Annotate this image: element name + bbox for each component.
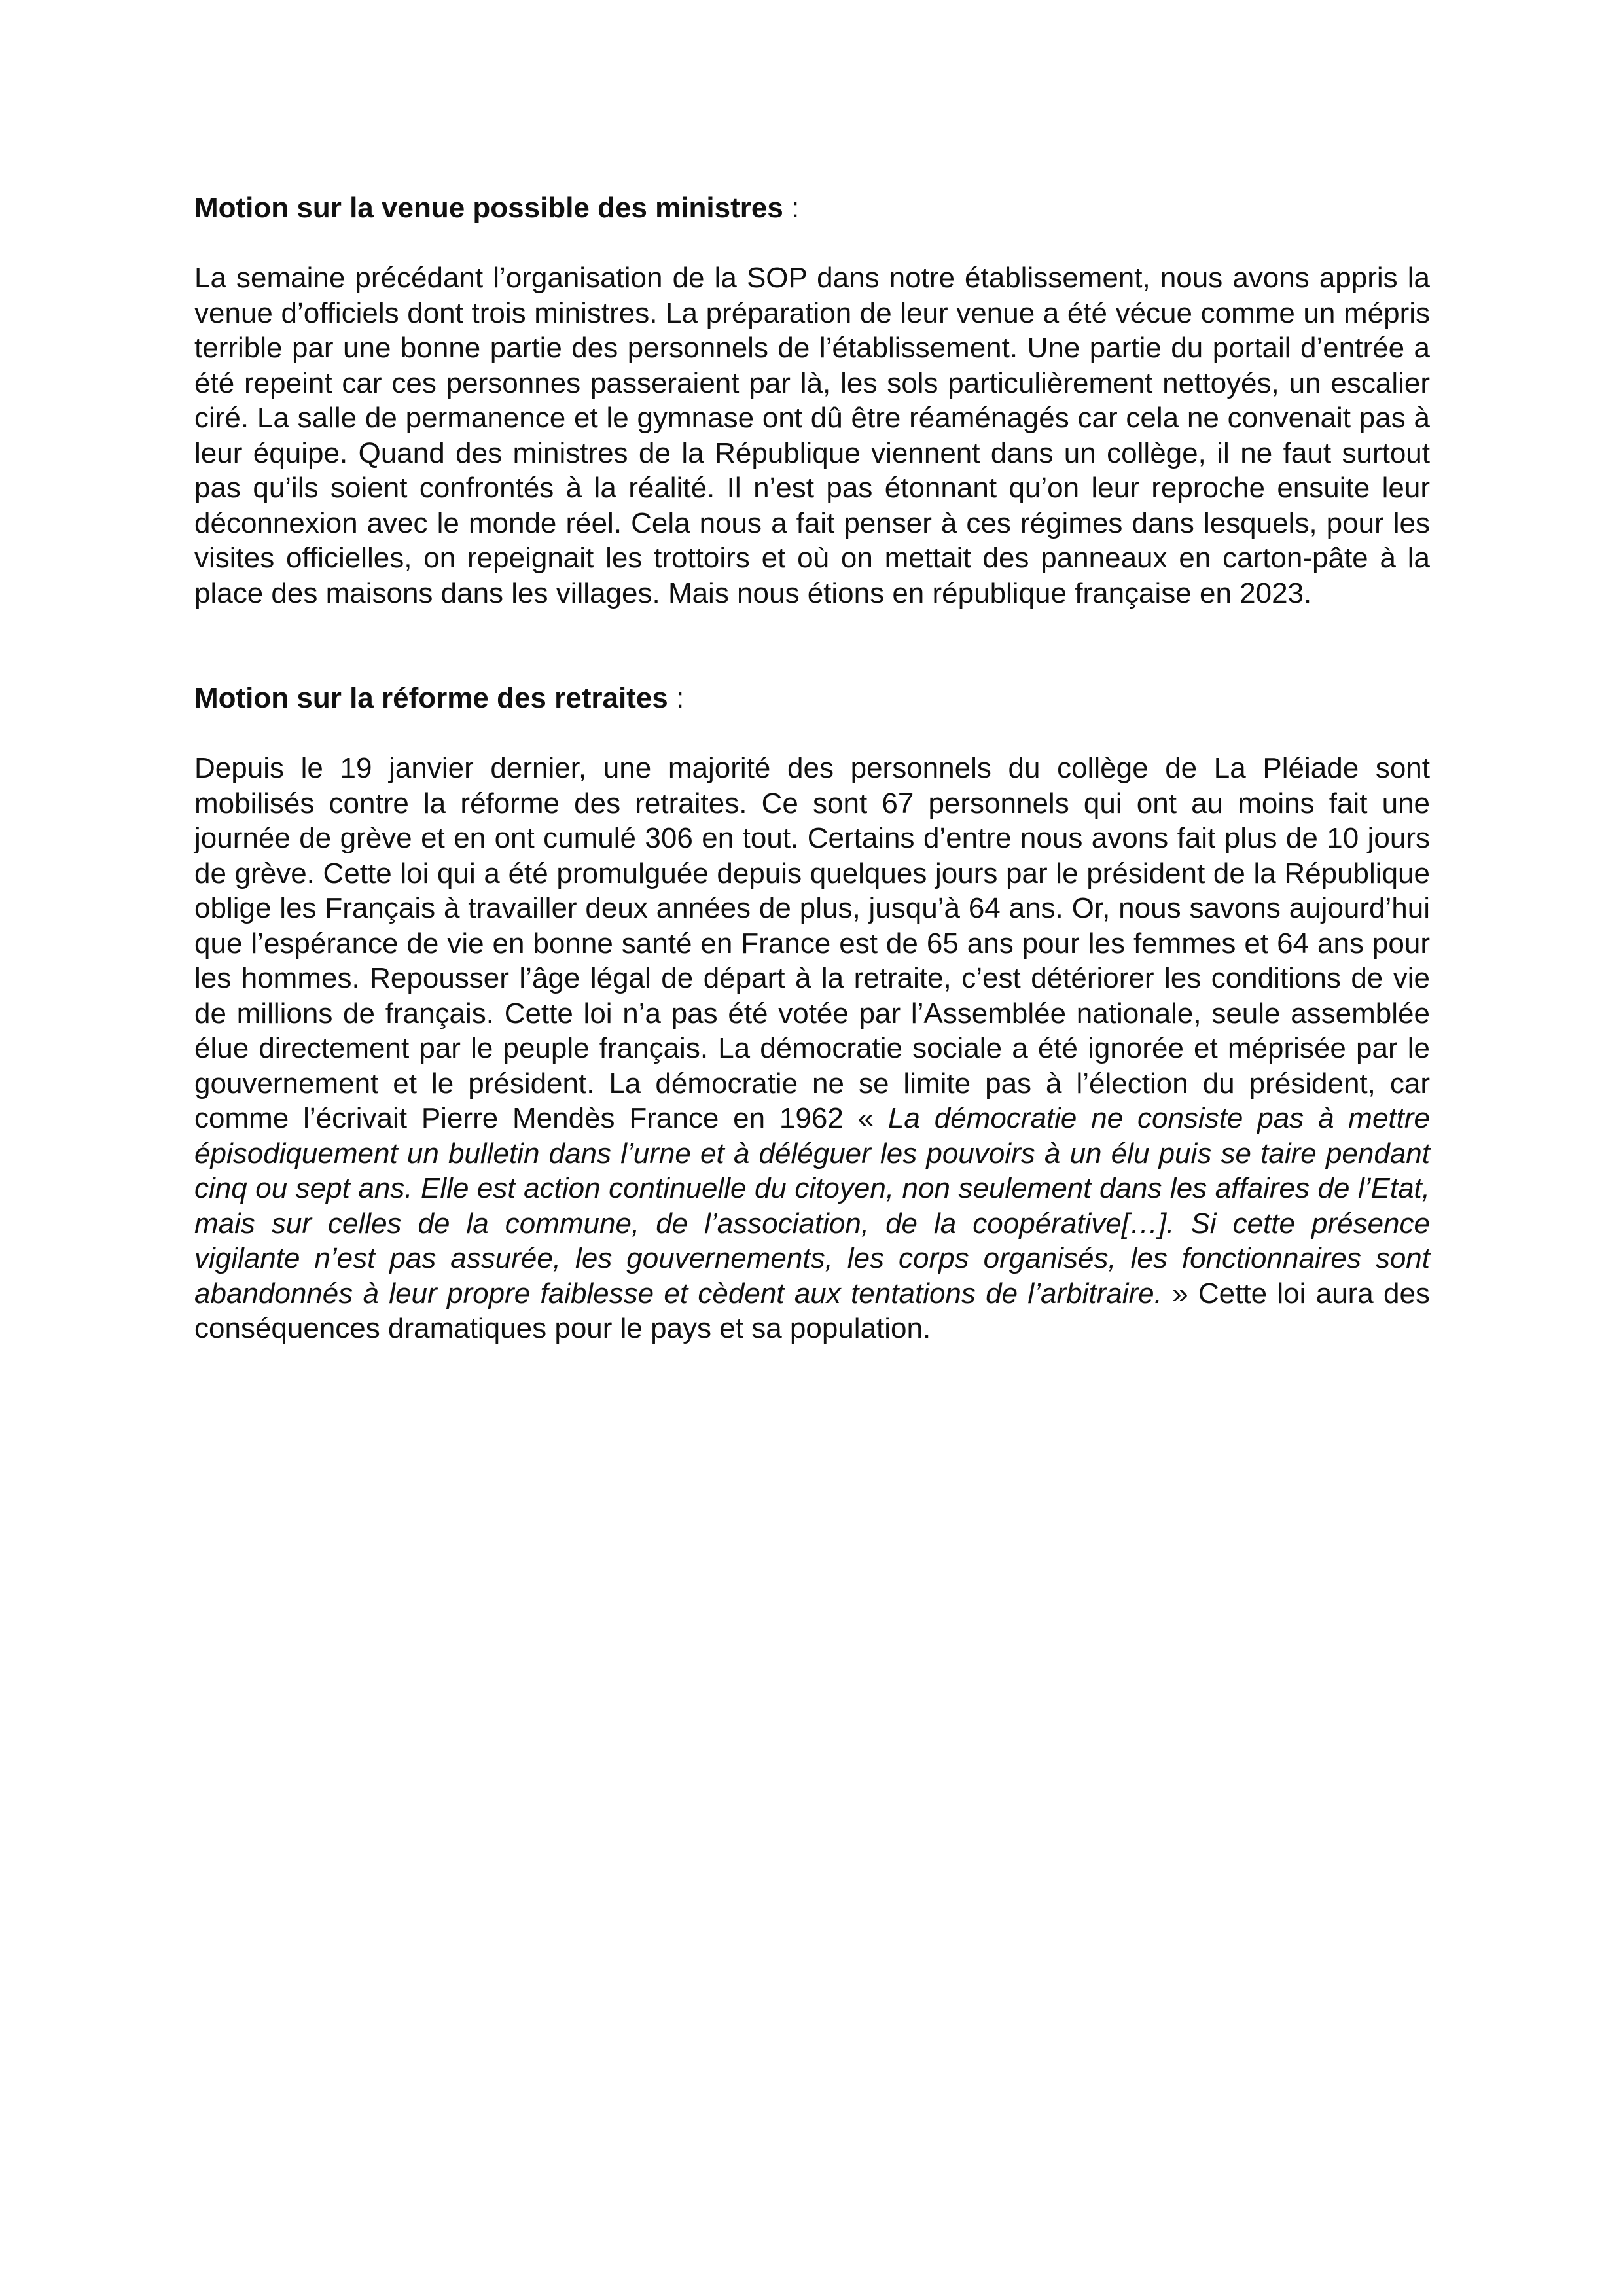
motion-ministres-section: [194, 190, 1430, 611]
document-content: [194, 190, 1430, 1346]
section-heading: [194, 681, 1430, 716]
section-body: La semaine précédant l’organisation de la SOP dans notre établissement, nous avons appris la venue d’officiels dont trois ministres. La préparation de leur venue a été vécue comme un mépris terrible par une bonne partie des personnels de l’établissement. Une partie du portail d’entrée a été repeint car ces personnes passeraient par là, les sols particulièrement nettoyés, un escalier ciré. La salle de permanence et le gymnase ont dû être réaménagés car cela ne convenait pas à leur équipe. Quand des ministres de la République viennent dans un collège, il ne faut surtout pas qu’ils soient confrontés à la réalité. Il n’est pas étonnant qu’on leur reproche ensuite leur déconnexion avec le monde réel. Cela nous a fait penser à ces régimes dans lesquels, pour les visites officielles, on repeignait les trottoirs et où on mettait des panneaux en carton-pâte à la place des maisons dans les villages. Mais nous étions en république française en 2023.: [194, 262, 1430, 609]
section-body: [194, 751, 1430, 1346]
motion-retraites-section: [194, 681, 1430, 1346]
section-title: Motion sur la venue possible des ministres: [194, 192, 783, 224]
section-title-suffix: :: [783, 192, 800, 224]
body-text-before-quote: Depuis le 19 janvier dernier, une majorité des personnels du collège de La Pléiade sont mobilisés contre la réforme des retraites. Ce sont 67 personnels qui ont au moins fait une journée de grève et en ont cumulé 306 en tout. Certains d’entre nous avons fait plus de 10 jours de grève. Cette loi qui a été promulguée depuis quelques jours par le président de la République oblige les Français à travailler deux années de plus, jusqu’à 64 ans. Or, nous savons aujourd’hui que l’espérance de vie en bonne santé en France est de 65 ans pour les femmes et 64 ans pour les hommes. Repousser l’âge légal de départ à la retraite, c’est détériorer les conditions de vie de millions de français. Cette loi n’a pas été votée par l’Assemblée nationale, seule assemblée élue directement par le peuple français. La démocratie sociale a été ignorée et méprisée par le gouvernement et le président. La démocratie ne se limite pas à l’élection du président, car comme l’écrivait Pierre Mendès France en 1962 «: [194, 752, 1430, 1134]
section-title-suffix: :: [668, 682, 685, 714]
body-text-after-quote: » Cette loi aura des conséquences dramatiques pour le pays et sa population.: [194, 1277, 1431, 1344]
section-title: Motion sur la réforme des retraites: [194, 682, 668, 714]
section-heading: [194, 190, 1430, 226]
mendes-france-quote: La démocratie ne consiste pas à mettre épisodiquement un bulletin dans l’urne et à déléguer les pouvoirs à un élu puis se taire pendant cinq ou sept ans. Elle est action continuelle du citoyen, non seulement dans les affaires de l’Etat, mais sur celles de la commune, de l’association, de la coopérative[…]. Si cette présence vigilante n’est pas assurée, les gouvernements, les corps organisés, les fonctionnaires sont abandonnés à leur propre faiblesse et cèdent aux tentations de l’arbitraire.: [194, 1102, 1430, 1310]
